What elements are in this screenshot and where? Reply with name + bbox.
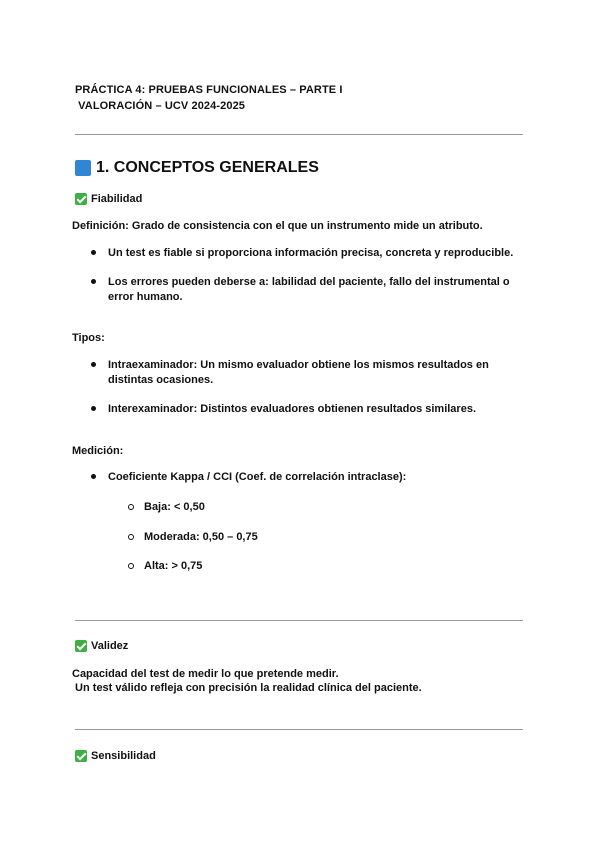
sub-bullet-circle <box>128 534 134 540</box>
medicion-item: Coeficiente Kappa / CCI (Coef. de correlación intraclase): <box>108 471 407 483</box>
fiabilidad-definition: Definición: Grado de consistencia con el que un instrumento mide un atributo. <box>72 220 483 232</box>
fiabilidad-heading: Fiabilidad <box>91 193 143 205</box>
bullet-dot <box>91 279 96 284</box>
level-item: Baja: < 0,50 <box>144 501 205 513</box>
section-heading <box>75 159 319 177</box>
validez-heading: Validez <box>91 640 129 652</box>
bullet-dot <box>91 474 96 479</box>
tipo-item: Interexaminador: Distintos evaluadores obtienen resultados similares. <box>108 403 477 415</box>
bullet-item: Los errores pueden deberse a: labilidad del paciente, fallo del instrumental o <box>108 276 510 288</box>
tipo-item: Intraexaminador: Un mismo evaluador obtiene los mismos resultados en <box>108 359 489 371</box>
sub-bullet-circle <box>128 563 134 569</box>
sub-bullet-circle <box>128 504 134 510</box>
bullet-item-continuation: error humano. <box>108 291 183 303</box>
divider <box>75 620 523 621</box>
divider <box>75 729 523 730</box>
bullet-item: Un test es fiable si proporciona información precisa, concreta y reproducible. <box>108 247 514 259</box>
level-item: Moderada: 0,50 – 0,75 <box>144 531 258 543</box>
bullet-dot <box>91 362 96 367</box>
divider <box>75 134 523 135</box>
tipo-item-continuation: distintas ocasiones. <box>108 374 214 386</box>
subheading-validez <box>75 640 128 652</box>
tipos-label: Tipos: <box>72 332 105 344</box>
doc-title-line-1: PRÁCTICA 4: PRUEBAS FUNCIONALES – PARTE I <box>75 84 343 96</box>
validez-text-line-2: Un test válido refleja con precisión la realidad clínica del paciente. <box>72 682 422 694</box>
subheading-fiabilidad <box>75 193 142 205</box>
check-mark-icon <box>75 640 87 652</box>
section-title: 1. CONCEPTOS GENERALES <box>96 159 319 176</box>
validez-text-line-1: Capacidad del test de medir lo que pretende medir. <box>72 668 339 680</box>
bullet-dot <box>91 406 96 411</box>
bullet-dot <box>91 250 96 255</box>
level-item: Alta: > 0,75 <box>144 560 203 572</box>
sensibilidad-heading: Sensibilidad <box>91 750 156 762</box>
check-mark-icon <box>75 193 87 205</box>
doc-title-line-2: VALORACIÓN – UCV 2024-2025 <box>75 100 245 112</box>
blue-square-icon <box>75 160 91 176</box>
medicion-label: Medición: <box>72 445 124 457</box>
subheading-sensibilidad <box>75 750 156 762</box>
check-mark-icon <box>75 750 87 762</box>
